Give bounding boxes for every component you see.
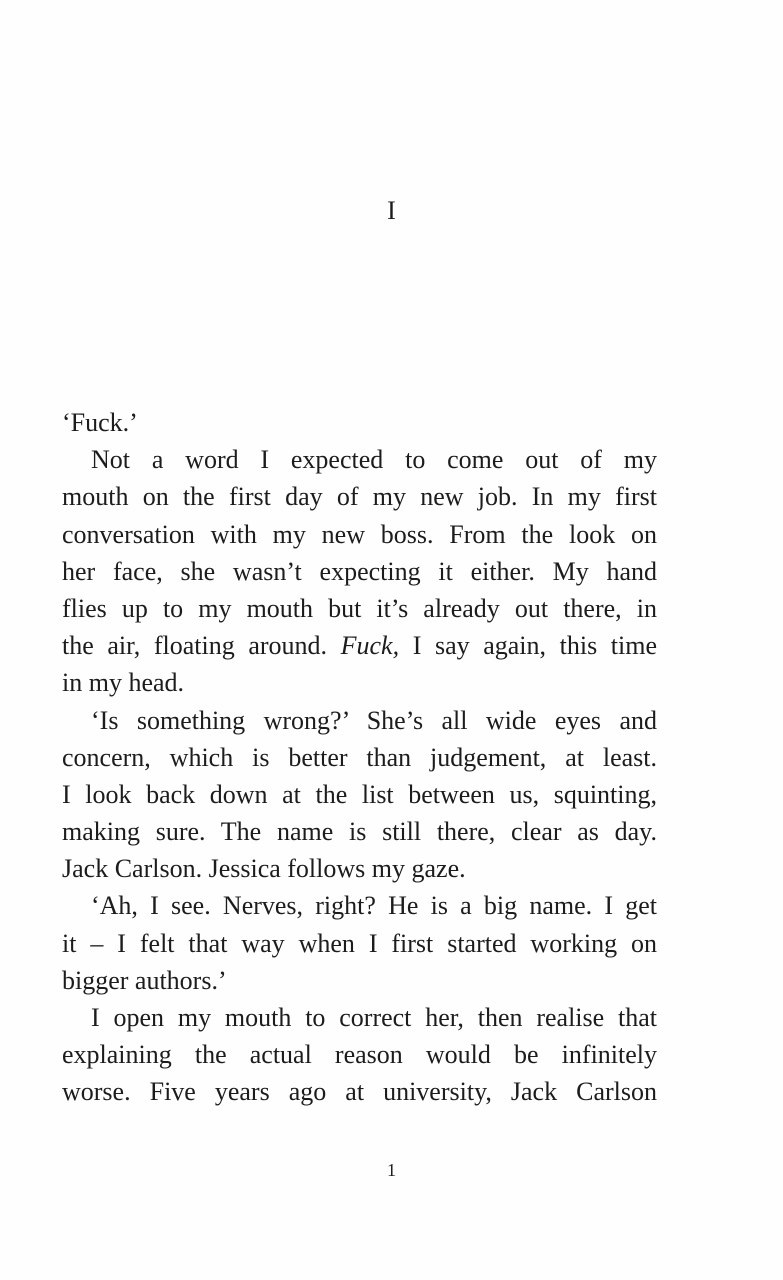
text-line: the air, floating around. Fuck, I say again, this time bbox=[62, 631, 657, 661]
text-line: mouth on the first day of my new job. In my first bbox=[62, 482, 657, 512]
paragraph bbox=[62, 441, 657, 701]
text-line: flies up to my mouth but it’s already out there, in bbox=[62, 593, 657, 623]
chapter-number: I bbox=[387, 196, 396, 225]
text-line: concern, which is better than judgement, at least. bbox=[62, 742, 657, 772]
text-line: I look back down at the list between us, squinting, bbox=[62, 779, 657, 809]
text-line: explaining the actual reason would be infinitely bbox=[62, 1040, 657, 1070]
text-line: making sure. The name is still there, clear as day. bbox=[62, 817, 657, 847]
text-line: bigger authors.’ bbox=[62, 965, 227, 995]
italic-word: Fuck, bbox=[340, 631, 400, 661]
text-line: conversation with my new boss. From the look on bbox=[62, 519, 657, 549]
page-number: 1 bbox=[387, 1160, 396, 1180]
text-line: it – I felt that way when I first started working on bbox=[62, 928, 657, 958]
text-line: ‘Is something wrong?’ She’s all wide eyes and bbox=[91, 705, 657, 735]
paragraph bbox=[62, 999, 657, 1111]
text-line: her face, she wasn’t expecting it either. My hand bbox=[62, 556, 657, 586]
body-text bbox=[62, 404, 657, 1111]
text-line: Jack Carlson. Jessica follows my gaze. bbox=[62, 854, 466, 884]
text-line: worse. Five years ago at university, Jack Carlson bbox=[62, 1077, 657, 1107]
text-line: ‘Ah, I see. Nerves, right? He is a big name. I get bbox=[91, 891, 657, 921]
text-line: in my head. bbox=[62, 668, 185, 698]
paragraph bbox=[62, 404, 657, 441]
paragraph bbox=[62, 887, 657, 999]
text-line: Not a word I expected to come out of my bbox=[91, 445, 657, 475]
text-line: ‘Fuck.’ bbox=[62, 408, 138, 437]
text-line: I open my mouth to correct her, then realise that bbox=[91, 1003, 657, 1032]
paragraph bbox=[62, 702, 657, 888]
